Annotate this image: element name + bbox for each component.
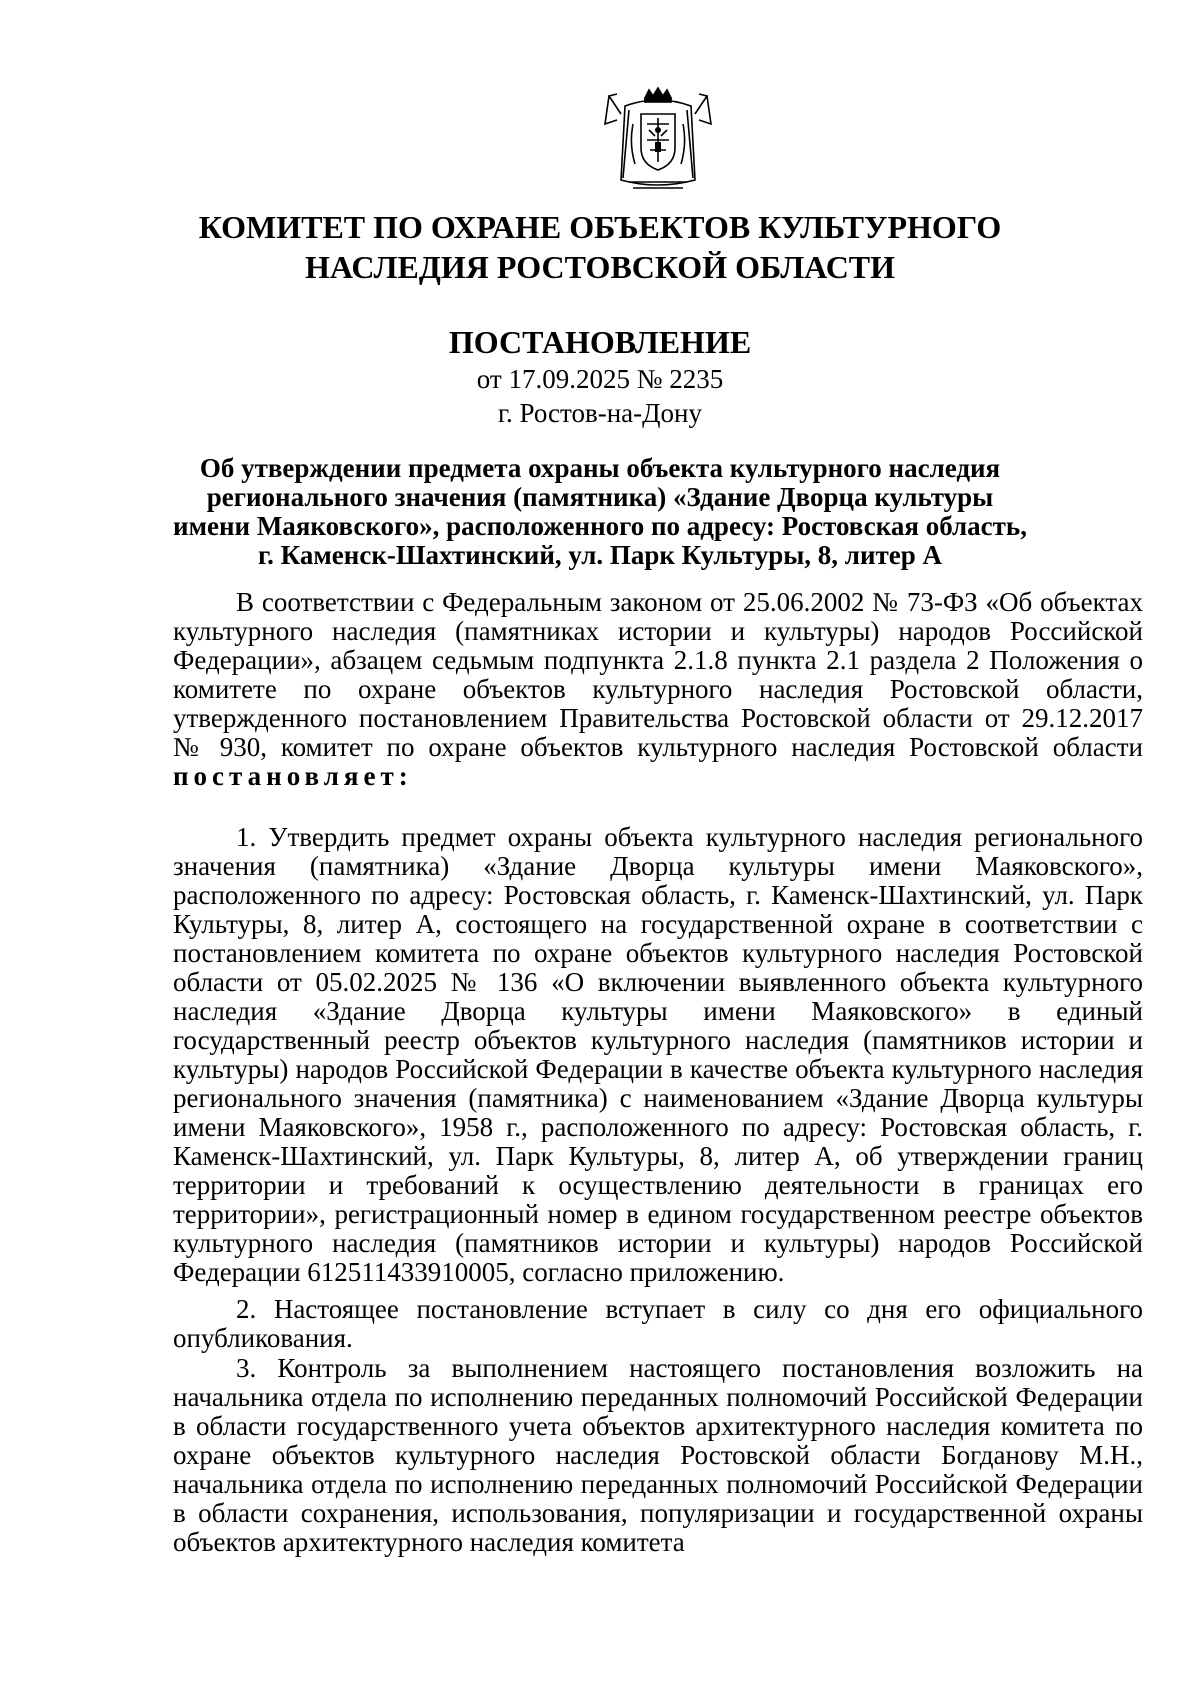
- committee-name-line2: НАСЛЕДИЯ РОСТОВСКОЙ ОБЛАСТИ: [304, 249, 896, 285]
- subject-line4: г. Каменск-Шахтинский, ул. Парк Культуры, 8, литер А: [257, 540, 943, 570]
- subject-line3: имени Маяковского», расположенного по адресу: Ростовская область,: [173, 511, 1027, 541]
- item-2-paragraph: 2. Настоящее постановление вступает в силу со дня его официального опубликования.: [173, 1294, 1143, 1353]
- coat-of-arms-icon: [603, 84, 713, 196]
- document-type: ПОСТАНОВЛЕНИЕ: [448, 324, 752, 360]
- subject-line1: Об утверждении предмета охраны объекта культурного наследия: [199, 453, 1001, 483]
- item-1-paragraph: 1. Утвердить предмет охраны объекта культурного наследия регионального значения (памятника) «Здание Дворца культуры имени Маяковского», расположенного по адресу: Ростовская область, г. Каменск-Шахтинский, ул. Парк Культуры, 8, литер А, состоящего на государственной охране в соответствии с постановлением комитета по охране объектов культурного наследия Ростовской области от 05.02.2025 № 136 «О включении выявленного объекта культурного наследия «Здание Дворца культуры имени Маяковского» в единый государственный реестр объектов культурного наследия (памятников истории и культуры) народов Российской Федерации в качестве объекта культурного наследия регионального значения (памятника) с наименованием «Здание Дворца культуры имени Маяковского», 1958 г., расположенного по адресу: Ростовская область, г. Каменск-Шахтинский, ул. Парк Культуры, 8, литер А, об утверждении границ территории и требований к осуществлению деятельности в границах его территории», регистрационный номер в едином государственном реестре объектов культурного наследия (памятников истории и культуры) народов Российской Федерации 612511433910005, согласно приложению.: [173, 822, 1143, 1287]
- committee-name-line1: КОМИТЕТ ПО ОХРАНЕ ОБЪЕКТОВ КУЛЬТУРНОГО: [198, 209, 1002, 245]
- committee-name: [100, 207, 1100, 287]
- document-city: г. Ростов-на-Дону: [497, 398, 702, 428]
- document-date-number: от 17.09.2025 № 2235: [476, 364, 724, 394]
- item-3-paragraph: 3. Контроль за выполнением настоящего постановления возложить на начальника отдела по исполнению переданных полномочий Российской Федерации в области государственного учета объектов архитектурного наследия комитета по охране объектов культурного наследия Ростовской области Богданову М.Н., начальника отдела по исполнению переданных полномочий Российской Федерации в области сохранения, использования, популяризации и государственной охраны объектов архитектурного наследия комитета: [173, 1353, 1143, 1557]
- document-subject: [100, 454, 1100, 570]
- preamble-text: В соответствии с Федеральным законом от 25.06.2002 № 73-ФЗ «Об объектах культурного наследия (памятниках истории и культуры) народов Российской Федерации», абзацем седьмым подпункта 2.1.8 пункта 2.1 раздела 2 Положения о комитете по охране объектов культурного наследия Ростовской области, утвержденного постановлением Правительства Ростовской области от 29.12.2017 № 930, комитет по охране объектов культурного наследия Ростовской области: [173, 587, 1143, 762]
- resolves-word: постановляет:: [173, 761, 413, 791]
- subject-line2: регионального значения (памятника) «Здание Дворца культуры: [206, 482, 994, 512]
- preamble-paragraph: [173, 588, 1143, 791]
